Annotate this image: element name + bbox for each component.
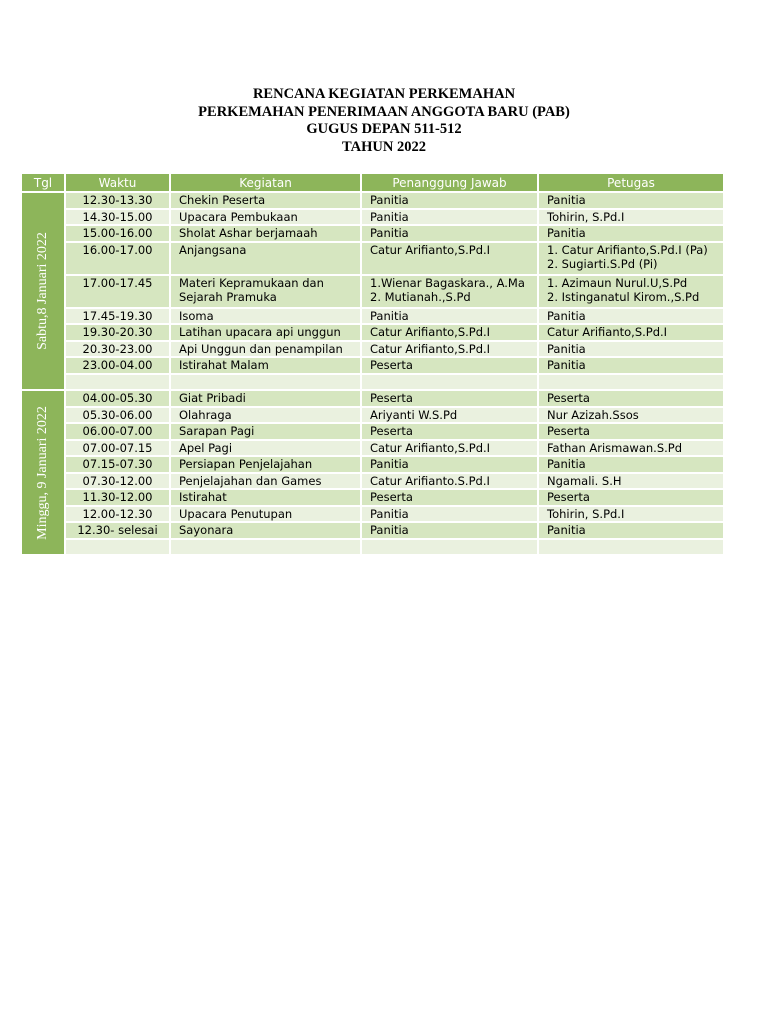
waktu-cell: 12.30- selesai: [65, 522, 170, 539]
penanggung-jawab-cell-line: Peserta: [370, 490, 413, 504]
kegiatan-cell: [170, 341, 361, 358]
penanggung-jawab-cell: [361, 357, 538, 374]
penanggung-jawab-cell: [361, 539, 538, 556]
table-row: [21, 423, 724, 440]
petugas-cell: [538, 225, 724, 242]
petugas-cell: [538, 390, 724, 407]
kegiatan-cell: [170, 506, 361, 523]
petugas-cell-line: Panitia: [547, 457, 586, 471]
kegiatan-cell: [170, 489, 361, 506]
petugas-cell: [538, 522, 724, 539]
petugas-cell: [538, 440, 724, 457]
petugas-cell-line: Panitia: [547, 341, 586, 356]
penanggung-jawab-cell: [361, 423, 538, 440]
petugas-cell: [538, 308, 724, 325]
penanggung-jawab-cell-line: Panitia: [370, 226, 409, 240]
penanggung-jawab-cell-line: Panitia: [370, 209, 409, 224]
penanggung-jawab-cell: [361, 374, 538, 391]
kegiatan-cell-line: Latihan upacara api unggun: [179, 325, 341, 339]
date-label: Sabtu,8 Januari 2022: [34, 232, 50, 350]
waktu-cell: 12.30-13.30: [65, 192, 170, 209]
petugas-cell-line: Catur Arifianto,S.Pd.I: [547, 325, 668, 339]
table-row: [21, 390, 724, 407]
penanggung-jawab-cell-line: Catur Arifianto,S.Pd.I: [370, 242, 491, 257]
petugas-cell-line: 2. Sugiarti.S.Pd (Pi): [547, 257, 658, 271]
penanggung-jawab-cell-line: 1.Wienar Bagaskara., A.Ma: [370, 275, 525, 290]
petugas-cell-line: Peserta: [547, 424, 590, 438]
petugas-cell: [538, 192, 724, 209]
kegiatan-cell-line: Upacara Pembukaan: [179, 209, 298, 224]
table-row: [21, 192, 724, 209]
penanggung-jawab-cell: [361, 390, 538, 407]
waktu-cell: 07.30-12.00: [65, 473, 170, 490]
petugas-cell-line: Panitia: [547, 193, 586, 207]
kegiatan-cell: [170, 275, 361, 308]
title-line-4: TAHUN 2022: [342, 138, 426, 155]
schedule-table: [20, 172, 725, 556]
penanggung-jawab-cell: [361, 225, 538, 242]
waktu-cell: 11.30-12.00: [65, 489, 170, 506]
header-penanggung-jawab: Penanggung Jawab: [361, 173, 538, 192]
kegiatan-cell-line: Sarapan Pagi: [179, 424, 255, 438]
table-row: [21, 456, 724, 473]
penanggung-jawab-cell-line: Catur Arifianto.S.Pd.I: [370, 473, 490, 488]
table-row: [21, 374, 724, 391]
header-tgl: Tgl: [21, 173, 65, 192]
petugas-cell: [538, 324, 724, 341]
kegiatan-cell-line: Giat Pribadi: [179, 391, 246, 405]
table-row: [21, 308, 724, 325]
penanggung-jawab-cell-line: 2. Mutianah.,S.Pd: [370, 290, 471, 304]
penanggung-jawab-cell: [361, 209, 538, 226]
table-row: [21, 522, 724, 539]
penanggung-jawab-cell: [361, 440, 538, 457]
petugas-cell: [538, 506, 724, 523]
date-cell: [21, 192, 65, 390]
penanggung-jawab-cell-line: Ariyanti W.S.Pd: [370, 407, 458, 422]
kegiatan-cell-line: Anjangsana: [179, 242, 247, 257]
waktu-cell: [65, 374, 170, 391]
table-row: [21, 407, 724, 424]
kegiatan-cell: [170, 390, 361, 407]
petugas-cell-line: Panitia: [547, 226, 586, 240]
table-row: [21, 357, 724, 374]
date-cell: [21, 390, 65, 555]
kegiatan-cell: [170, 225, 361, 242]
kegiatan-cell-line: Apel Pagi: [179, 440, 233, 455]
petugas-cell: [538, 341, 724, 358]
kegiatan-cell-line: Isoma: [179, 308, 214, 323]
penanggung-jawab-cell-line: Panitia: [370, 193, 409, 207]
kegiatan-cell-line: Istirahat Malam: [179, 358, 269, 372]
title-line-2: PERKEMAHAN PENERIMAAN ANGGOTA BARU (PAB): [198, 103, 570, 120]
petugas-cell-line: Peserta: [547, 490, 590, 504]
waktu-cell: 23.00-04.00: [65, 357, 170, 374]
penanggung-jawab-cell: [361, 341, 538, 358]
penanggung-jawab-cell: [361, 456, 538, 473]
table-row: [21, 324, 724, 341]
penanggung-jawab-cell: [361, 308, 538, 325]
penanggung-jawab-cell: [361, 275, 538, 308]
kegiatan-cell-line: Istirahat: [179, 490, 227, 504]
penanggung-jawab-cell: [361, 506, 538, 523]
waktu-cell: 14.30-15.00: [65, 209, 170, 226]
waktu-cell: 04.00-05.30: [65, 390, 170, 407]
table-row: [21, 242, 724, 275]
kegiatan-cell-line: Sayonara: [179, 523, 234, 537]
waktu-cell: 20.30-23.00: [65, 341, 170, 358]
kegiatan-cell-line: Sejarah Pramuka: [179, 290, 277, 304]
waktu-cell: 15.00-16.00: [65, 225, 170, 242]
kegiatan-cell: [170, 473, 361, 490]
kegiatan-cell: [170, 407, 361, 424]
kegiatan-cell: [170, 324, 361, 341]
kegiatan-cell: [170, 209, 361, 226]
title-line-3: GUGUS DEPAN 511-512: [306, 121, 462, 137]
date-label: Minggu, 9 Januari 2022: [34, 405, 50, 540]
waktu-cell: [65, 539, 170, 556]
petugas-cell: [538, 275, 724, 308]
waktu-cell: 12.00-12.30: [65, 506, 170, 523]
table-row: [21, 473, 724, 490]
petugas-cell-line: Ngamali. S.H: [547, 473, 622, 488]
table-row: [21, 209, 724, 226]
penanggung-jawab-cell-line: Panitia: [370, 308, 409, 323]
header-petugas: Petugas: [538, 173, 724, 192]
penanggung-jawab-cell: [361, 407, 538, 424]
petugas-cell-line: 1. Catur Arifianto,S.Pd.I (Pa): [547, 242, 708, 257]
penanggung-jawab-cell: [361, 522, 538, 539]
waktu-cell: 16.00-17.00: [65, 242, 170, 275]
waktu-cell: 06.00-07.00: [65, 423, 170, 440]
waktu-cell: 19.30-20.30: [65, 324, 170, 341]
petugas-cell-line: Panitia: [547, 523, 586, 537]
table-row: [21, 489, 724, 506]
penanggung-jawab-cell-line: Panitia: [370, 457, 409, 471]
petugas-cell: [538, 374, 724, 391]
penanggung-jawab-cell: [361, 242, 538, 275]
petugas-cell: [538, 473, 724, 490]
kegiatan-cell-line: Sholat Ashar berjamaah: [179, 226, 318, 240]
kegiatan-cell-line: Chekin Peserta: [179, 193, 266, 207]
waktu-cell: 17.45-19.30: [65, 308, 170, 325]
penanggung-jawab-cell-line: Catur Arifianto,S.Pd.I: [370, 341, 491, 356]
kegiatan-cell-line: Upacara Penutupan: [179, 506, 293, 521]
table-row: [21, 440, 724, 457]
petugas-cell-line: Panitia: [547, 358, 586, 372]
kegiatan-cell-line: Persiapan Penjelajahan: [179, 457, 313, 471]
kegiatan-cell: [170, 539, 361, 556]
penanggung-jawab-cell-line: Panitia: [370, 523, 409, 537]
petugas-cell: [538, 242, 724, 275]
header-kegiatan: Kegiatan: [170, 173, 361, 192]
penanggung-jawab-cell-line: Panitia: [370, 506, 409, 521]
table-row: [21, 539, 724, 556]
petugas-cell: [538, 489, 724, 506]
penanggung-jawab-cell-line: Catur Arifianto,S.Pd.I: [370, 440, 491, 455]
kegiatan-cell-line: Penjelajahan dan Games: [179, 473, 322, 488]
petugas-cell-line: Peserta: [547, 391, 590, 405]
waktu-cell: 17.00-17.45: [65, 275, 170, 308]
kegiatan-cell: [170, 456, 361, 473]
kegiatan-cell: [170, 440, 361, 457]
petugas-cell-line: Tohirin, S.Pd.I: [547, 506, 625, 521]
title-line-1: RENCANA KEGIATAN PERKEMAHAN: [252, 86, 516, 102]
kegiatan-cell: [170, 357, 361, 374]
document-title: [0, 86, 768, 156]
table-header-row: [21, 173, 724, 192]
kegiatan-cell-line: Api Unggun dan penampilan: [179, 341, 343, 356]
kegiatan-cell-line: Olahraga: [179, 407, 232, 422]
kegiatan-cell: [170, 308, 361, 325]
petugas-cell: [538, 209, 724, 226]
petugas-cell-line: Panitia: [547, 308, 586, 323]
table-row: [21, 506, 724, 523]
penanggung-jawab-cell: [361, 473, 538, 490]
kegiatan-cell: [170, 242, 361, 275]
penanggung-jawab-cell-line: Catur Arifianto,S.Pd.I: [370, 325, 491, 339]
petugas-cell: [538, 539, 724, 556]
petugas-cell-line: Nur Azizah.Ssos: [547, 407, 639, 422]
penanggung-jawab-cell-line: Peserta: [370, 424, 413, 438]
table-body: [21, 192, 724, 555]
kegiatan-cell: [170, 423, 361, 440]
kegiatan-cell: [170, 192, 361, 209]
header-waktu: Waktu: [65, 173, 170, 192]
petugas-cell: [538, 357, 724, 374]
petugas-cell-line: Fathan Arismawan.S.Pd: [547, 440, 683, 455]
penanggung-jawab-cell-line: Peserta: [370, 358, 413, 372]
table-row: [21, 275, 724, 308]
petugas-cell-line: 2. Istinganatul Kirom.,S.Pd: [547, 290, 700, 304]
penanggung-jawab-cell: [361, 192, 538, 209]
penanggung-jawab-cell: [361, 324, 538, 341]
petugas-cell-line: 1. Azimaun Nurul.U,S.Pd: [547, 275, 688, 290]
petugas-cell: [538, 423, 724, 440]
kegiatan-cell: [170, 522, 361, 539]
waktu-cell: 07.00-07.15: [65, 440, 170, 457]
table-row: [21, 341, 724, 358]
table-row: [21, 225, 724, 242]
waktu-cell: 07.15-07.30: [65, 456, 170, 473]
waktu-cell: 05.30-06.00: [65, 407, 170, 424]
petugas-cell-line: Tohirin, S.Pd.I: [547, 209, 625, 224]
kegiatan-cell-line: Materi Kepramukaan dan: [179, 275, 324, 290]
penanggung-jawab-cell: [361, 489, 538, 506]
kegiatan-cell: [170, 374, 361, 391]
petugas-cell: [538, 456, 724, 473]
petugas-cell: [538, 407, 724, 424]
penanggung-jawab-cell-line: Peserta: [370, 391, 413, 405]
